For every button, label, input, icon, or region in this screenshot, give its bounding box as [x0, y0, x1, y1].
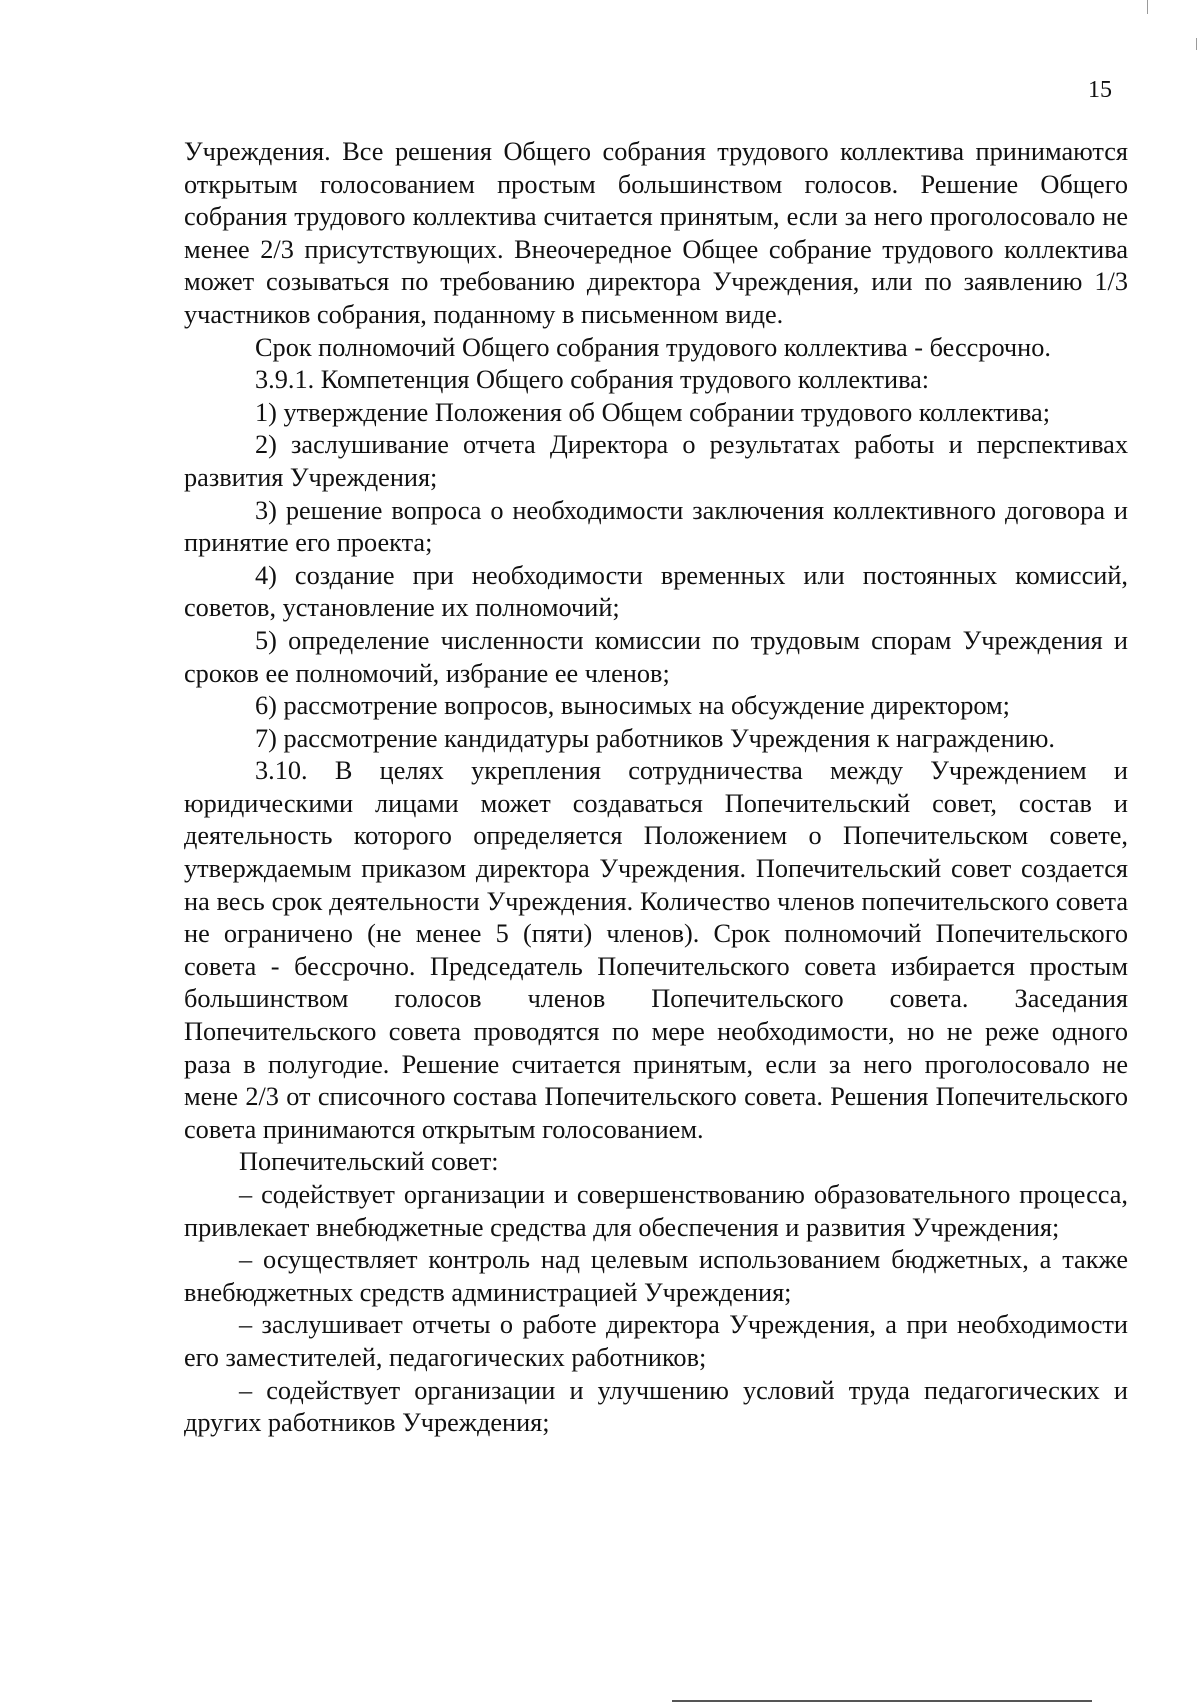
paragraph-3-9-1-heading: 3.9.1. Компетенция Общего собрания трудового коллектива:	[255, 365, 930, 395]
scan-edge-mark	[1147, 0, 1148, 14]
list-item-competence-6: 6) рассмотрение вопросов, выносимых на обсуждение директором;	[255, 691, 1010, 721]
list-item-competence-5: 5) определение численности комиссии по трудовым спорам Учреждения и сроков ее полномочий, избрание ее членов;	[184, 625, 1128, 688]
list-item-competence-2: 2) заслушивание отчета Директора о результатах работы и перспективах развития Учреждения;	[184, 430, 1128, 492]
page-number: 15	[1088, 77, 1112, 103]
list-item-competence-1: 1) утверждение Положения об Общем собрании трудового коллектива;	[255, 397, 1051, 427]
list-item-board-duty-3: – заслушивает отчеты о работе директора Учреждения, а при необходимости его заместителей, педагогических работников;	[184, 1310, 1128, 1372]
list-item-board-duty-2: – осуществляет контроль над целевым использованием бюджетных, а также внебюджетных средств администрацией Учреждения;	[184, 1245, 1128, 1307]
list-item-competence-3: 3) решение вопроса о необходимости заключения коллективного договора и принятие его проекта;	[184, 495, 1128, 558]
list-item-board-duty-1: – содействует организации и совершенствованию образовательного процесса, привлекает внебюджетные средства для обеспечения и развития Учреждения;	[184, 1180, 1128, 1242]
paragraph-general-meeting-decisions: Учреждения. Все решения Общего собрания трудового коллектива принимаются открытым голосованием простым большинством голосов. Решение Общего собрания трудового коллектива считается принятым, если за него проголосовало не менее 2/3 присутствующих. Внеочередное Общее собрание трудового коллектива может созываться по требованию директора Учреждения, или по заявлению 1/3 участников собрания, поданному в письменном виде.	[184, 137, 1128, 329]
scan-edge-mark	[1196, 38, 1197, 50]
paragraph-3-10-board-of-trustees: 3.10. В целях укрепления сотрудничества между Учреждением и юридическими лицами может создаваться Попечительский совет, состав и деятельность которого определяется Положением о Попечительском совете, утверждаемым приказом директора Учреждения. Попечительский совет создается на весь срок деятельности Учреждения. Количество членов попечительского совета не ограничено (не менее 5 (пяти) членов). Срок полномочий Попечительского совета - бессрочно. Председатель Попечительского совета избирается простым большинством голосов членов Попечительского совета. Заседания Попечительского совета проводятся по мере необходимости, но не реже одного раза в полугодие. Решение считается принятым, если за него проголосовало не мене 2/3 от списочного состава Попечительского совета. Решения Попечительского совета принимаются открытым голосованием.	[184, 756, 1128, 1144]
paragraph-board-heading: Попечительский совет:	[239, 1147, 499, 1177]
list-item-board-duty-4: – содействует организации и улучшению условий труда педагогических и других работников Учреждения;	[184, 1375, 1128, 1438]
list-item-competence-4: 4) создание при необходимости временных или постоянных комиссий, советов, установление их полномочий;	[184, 560, 1128, 623]
scan-bottom-edge-line	[672, 1700, 1092, 1702]
document-body	[184, 136, 1128, 1440]
paragraph-term-of-office: Срок полномочий Общего собрания трудового коллектива - бессрочно.	[255, 332, 1051, 362]
list-item-competence-7: 7) рассмотрение кандидатуры работников Учреждения к награждению.	[255, 723, 1055, 753]
